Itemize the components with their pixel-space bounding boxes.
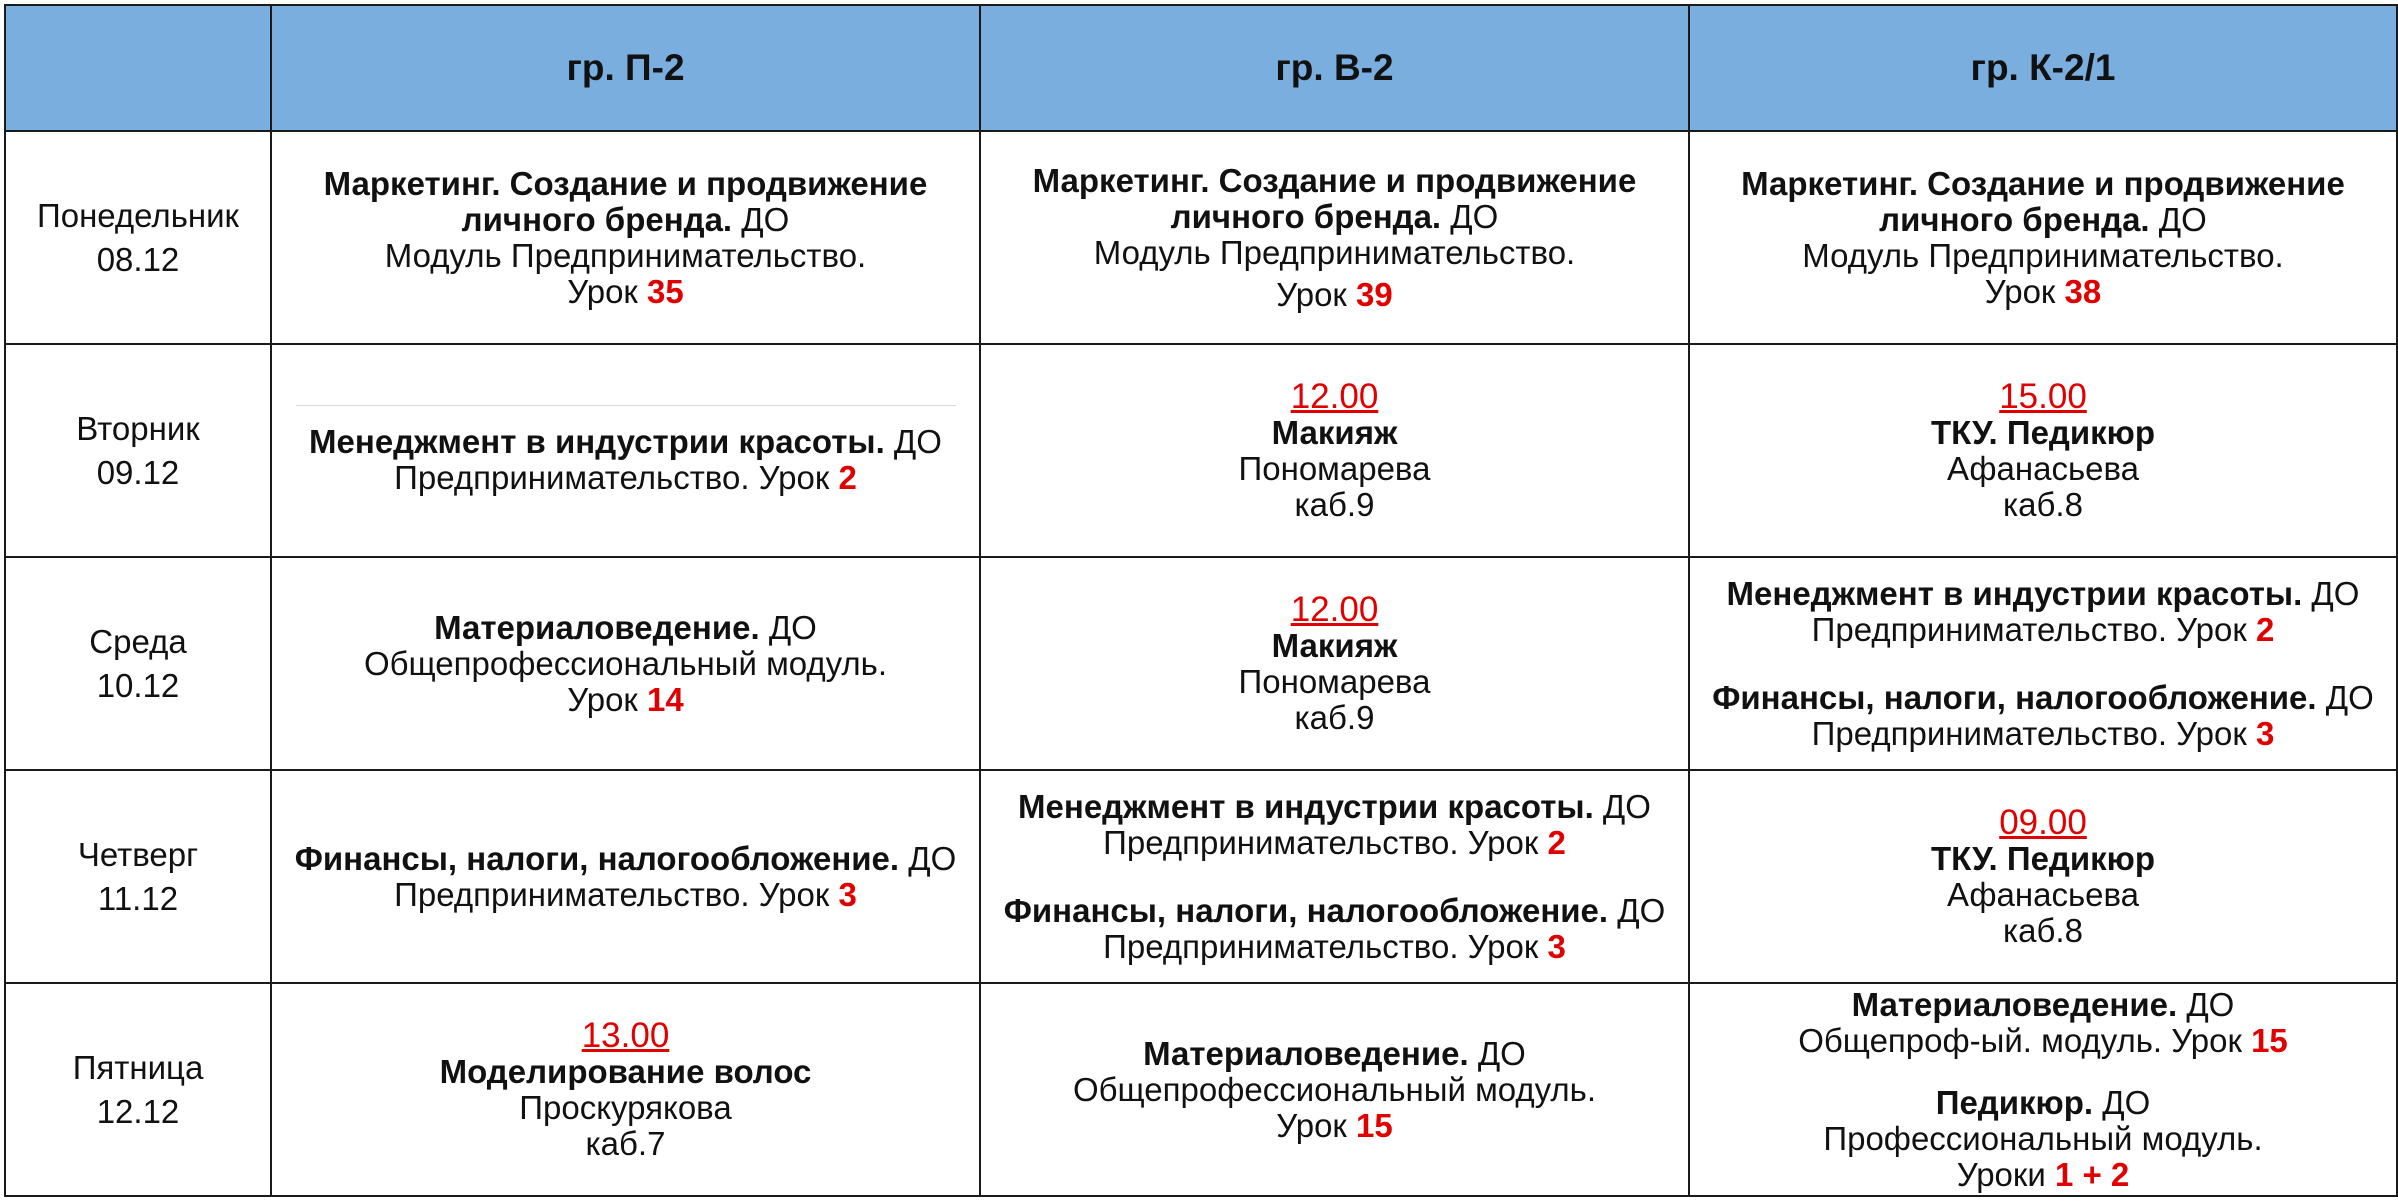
day-date: 12.12 xyxy=(96,1092,180,1130)
subject: Менеджмент в индустрии красоты. xyxy=(1018,787,1594,825)
lesson-number: 3 xyxy=(1547,927,1566,965)
day-name: Среда xyxy=(89,622,187,660)
lesson-cell xyxy=(980,983,1689,1196)
module: Общепроф-ый. модуль. xyxy=(1798,1021,2163,1059)
module: Предпринимательство. xyxy=(1103,927,1459,965)
lesson-label: Урок xyxy=(2176,610,2247,648)
subject: Макияж xyxy=(1271,413,1398,451)
lesson-time: 12.00 xyxy=(1290,589,1379,629)
teacher: Афанасьева xyxy=(1946,875,2140,913)
lesson-cell xyxy=(271,770,980,983)
day-date: 08.12 xyxy=(96,240,180,278)
divider xyxy=(296,405,956,406)
lesson-time: 15.00 xyxy=(1999,376,2087,416)
lesson-label: Урок xyxy=(758,875,830,913)
table-row xyxy=(5,131,2397,344)
lesson-cell xyxy=(980,770,1689,983)
day-name: Понедельник xyxy=(37,196,239,234)
lesson-cell xyxy=(271,344,980,557)
teacher: Пономарева xyxy=(1238,662,1431,700)
format: ДО xyxy=(741,200,790,238)
module: Предпринимательство. xyxy=(394,459,750,496)
subject: ТКУ. Педикюр xyxy=(1930,413,2156,451)
lesson-label: Урок xyxy=(567,272,638,310)
format: ДО xyxy=(1477,1034,1526,1072)
lesson-cell xyxy=(1689,983,2397,1196)
subject: Финансы, налоги, налогообложение. xyxy=(1003,891,1609,929)
module: Профессиональный модуль. xyxy=(1823,1119,2263,1157)
module: Предпринимательство. xyxy=(1811,610,2167,648)
lesson-cell xyxy=(1689,557,2397,770)
day-date: 11.12 xyxy=(97,879,179,917)
table-row xyxy=(5,557,2397,770)
day-cell xyxy=(5,344,271,557)
day-name: Четверг xyxy=(77,835,199,873)
lesson-number: 15 xyxy=(2251,1021,2288,1059)
lesson-label: Урок xyxy=(1467,823,1539,861)
room: каб.9 xyxy=(1294,698,1375,736)
day-name: Вторник xyxy=(76,409,200,447)
lesson-label: Урок xyxy=(758,459,830,496)
table-row xyxy=(5,983,2397,1196)
format: ДО xyxy=(2102,1083,2151,1121)
module: Общепрофессиональный модуль. xyxy=(1072,1070,1597,1108)
lesson-number: 39 xyxy=(1356,275,1393,313)
table-row xyxy=(5,770,2397,983)
room: каб.7 xyxy=(585,1124,666,1162)
lesson-number: 38 xyxy=(2064,272,2102,310)
schedule-table xyxy=(4,4,2398,1197)
lesson-cell xyxy=(980,557,1689,770)
room: каб.8 xyxy=(2003,485,2083,523)
teacher: Проскурякова xyxy=(519,1088,732,1126)
group-header-p2: гр. П-2 xyxy=(271,5,980,131)
subject: Маркетинг. Создание и продвижение личного бренда. xyxy=(323,164,928,238)
lesson-number: 15 xyxy=(1356,1106,1393,1144)
lesson-label: Урок xyxy=(567,680,638,718)
day-cell xyxy=(5,770,271,983)
lesson-time: 13.00 xyxy=(581,1015,670,1055)
lesson-label: Урок xyxy=(1984,272,2056,310)
lesson-label: Урок xyxy=(1276,275,1347,313)
subject: Материаловедение. xyxy=(434,608,760,646)
lesson-number: 2 xyxy=(1547,823,1566,861)
lesson-number: 1 + 2 xyxy=(2054,1155,2130,1193)
lesson-cell xyxy=(980,344,1689,557)
format: ДО xyxy=(2158,200,2207,238)
lesson-label: Урок xyxy=(1467,927,1539,965)
room: каб.8 xyxy=(2003,911,2083,949)
module: Предпринимательство. xyxy=(1103,823,1459,861)
format: ДО xyxy=(1602,787,1651,825)
format: ДО xyxy=(893,423,942,460)
lesson-label: Урок xyxy=(2176,714,2247,752)
table-row xyxy=(5,344,2397,557)
subject: Менеджмент в индустрии красоты. xyxy=(309,423,885,460)
module: Предпринимательство. xyxy=(1811,714,2167,752)
day-date: 09.12 xyxy=(96,453,180,491)
header-corner xyxy=(5,5,271,131)
teacher: Пономарева xyxy=(1238,449,1431,487)
module: Модуль Предпринимательство. xyxy=(384,236,867,274)
group-header-k21: гр. К-2/1 xyxy=(1689,5,2397,131)
subject: Педикюр. xyxy=(1935,1083,2094,1121)
lesson-number: 35 xyxy=(647,272,684,310)
format: ДО xyxy=(2325,678,2374,716)
lesson-time: 09.00 xyxy=(1999,802,2087,842)
lesson-time: 12.00 xyxy=(1290,376,1379,416)
subject: Финансы, налоги, налогообложение. xyxy=(1712,678,2317,716)
lesson-label: Уроки xyxy=(1956,1155,2046,1193)
format: ДО xyxy=(2186,985,2235,1023)
module: Общепрофессиональный модуль. xyxy=(363,644,888,682)
lesson-number: 14 xyxy=(647,680,684,718)
lesson-cell xyxy=(1689,344,2397,557)
teacher: Афанасьева xyxy=(1946,449,2140,487)
lesson-cell xyxy=(271,131,980,344)
lesson-cell xyxy=(271,557,980,770)
format: ДО xyxy=(2311,574,2360,612)
subject: Маркетинг. Создание и продвижение личного бренда. xyxy=(1032,161,1637,235)
day-name: Пятница xyxy=(72,1048,204,1086)
lesson-cell xyxy=(1689,770,2397,983)
module: Модуль Предпринимательство. xyxy=(1802,236,2284,274)
lesson-number: 3 xyxy=(2255,714,2275,752)
module: Модуль Предпринимательство. xyxy=(1093,233,1576,271)
day-cell xyxy=(5,557,271,770)
subject: Менеджмент в индустрии красоты. xyxy=(1726,574,2303,612)
lesson-cell xyxy=(980,131,1689,344)
format: ДО xyxy=(1617,891,1666,929)
module: Предпринимательство. xyxy=(394,875,750,913)
day-date: 10.12 xyxy=(96,666,180,704)
group-header-v2: гр. В-2 xyxy=(980,5,1689,131)
subject: ТКУ. Педикюр xyxy=(1930,839,2156,877)
subject: Материаловедение. xyxy=(1143,1034,1469,1072)
format: ДО xyxy=(768,608,817,646)
lesson-number: 2 xyxy=(838,459,857,496)
lesson-label: Урок xyxy=(2171,1021,2242,1059)
lesson-label: Урок xyxy=(1276,1106,1347,1144)
subject: Моделирование волос xyxy=(439,1052,812,1090)
lesson-number: 2 xyxy=(2255,610,2275,648)
room: каб.9 xyxy=(1294,485,1375,523)
subject: Финансы, налоги, налогообложение. xyxy=(294,839,900,877)
day-cell xyxy=(5,131,271,344)
format: ДО xyxy=(1450,197,1499,235)
subject: Маркетинг. Создание и продвижение личного бренда. xyxy=(1741,164,2345,238)
lesson-cell xyxy=(271,983,980,1196)
lesson-number: 3 xyxy=(838,875,857,913)
subject: Материаловедение. xyxy=(1851,985,2178,1023)
day-cell xyxy=(5,983,271,1196)
header-row xyxy=(5,5,2397,131)
subject: Макияж xyxy=(1271,626,1398,664)
lesson-cell xyxy=(1689,131,2397,344)
format: ДО xyxy=(908,839,957,877)
